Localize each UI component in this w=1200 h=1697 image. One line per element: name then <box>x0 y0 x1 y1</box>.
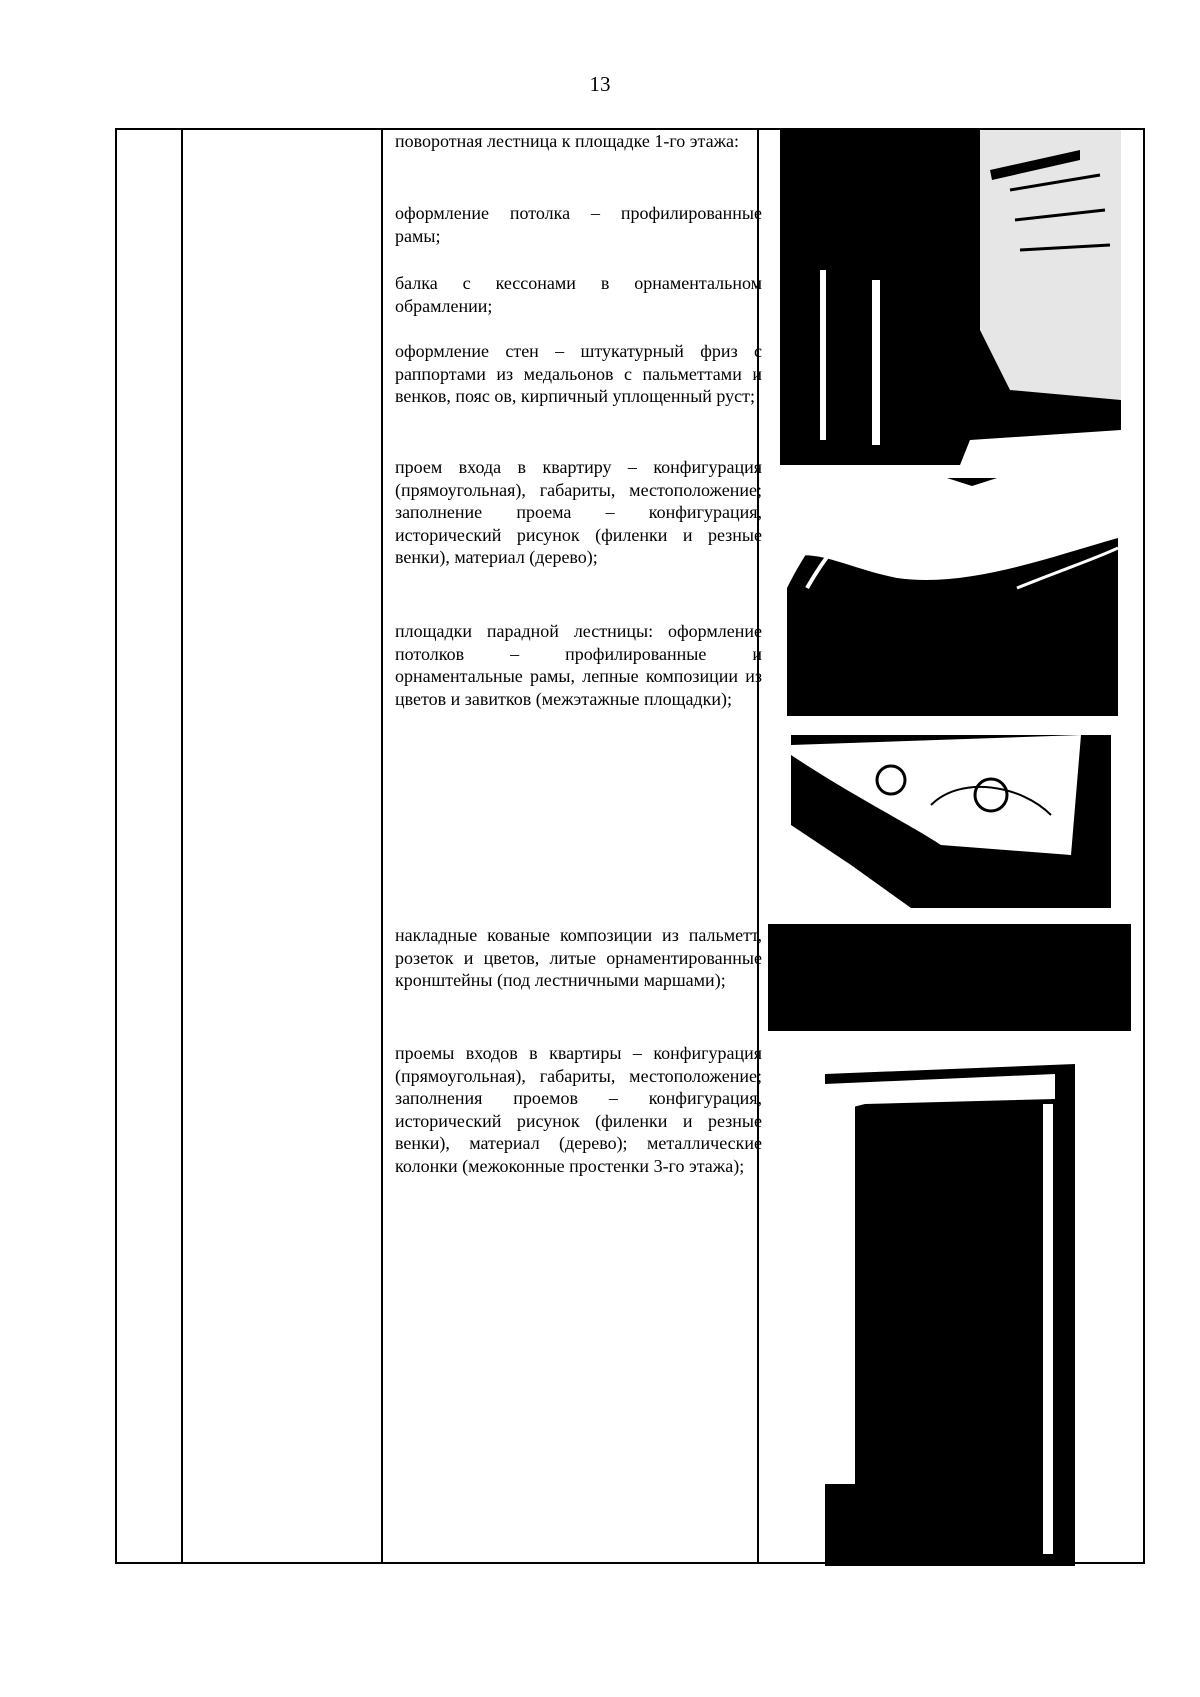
stucco-ornament-photo-graphic <box>791 735 1111 908</box>
document-table <box>115 128 1145 1564</box>
paragraph-walls: оформление стен – штукатурный фриз с раппортами из медальонов с пальметтами и венков, пояс ов, кирпичный уплощенный руст; <box>395 341 762 406</box>
door-photo <box>825 1044 1075 1566</box>
paragraph-forged-compositions: накладные кованые композиции из пальметт, розеток и цветов, литые орнаментированные кронштейны (под лестничными маршами); <box>395 925 762 990</box>
paragraph-entrance: проем входа в квартиру – конфигурация (прямоугольная), габариты, местоположение; заполнение проема – конфигурация, исторический рисунок (филенки и резные венки), материал (дерево); <box>395 457 762 567</box>
paragraph-apartment-entrances: проемы входов в квартиры – конфигурация (прямоугольная), габариты, местоположение; заполнения проемов – конфигурация, исторический рисунок (филенки и резные венки), материал (дерево); металлические колонки (межоконные простенки 3-го этажа); <box>395 1043 762 1176</box>
page-number: 13 <box>589 72 611 96</box>
ceiling-photo-graphic <box>787 478 1118 716</box>
staircase-photo-graphic <box>780 130 1121 465</box>
stucco-ornament-photo <box>791 735 1111 908</box>
staircase-photo <box>780 130 1121 465</box>
forged-composition-photo <box>768 924 1131 1031</box>
paragraph-ceiling: оформление потолка – профилированные рамы; <box>395 203 762 246</box>
paragraph-beam: балка с кессонами в орнаментальном обрамлении; <box>395 273 762 316</box>
paragraph-landings: площадки парадной лестницы: оформление потолков – профилированные и орнаментальные рамы, лепные композиции из цветов и завитков (межэтажные площадки); <box>395 621 762 709</box>
paragraph-staircase: поворотная лестница к площадке 1-го этажа: <box>395 131 740 151</box>
ceiling-photo <box>787 478 1118 716</box>
door-photo-graphic <box>825 1044 1075 1566</box>
column-divider-2 <box>381 130 383 1562</box>
column-divider-1 <box>181 130 183 1562</box>
